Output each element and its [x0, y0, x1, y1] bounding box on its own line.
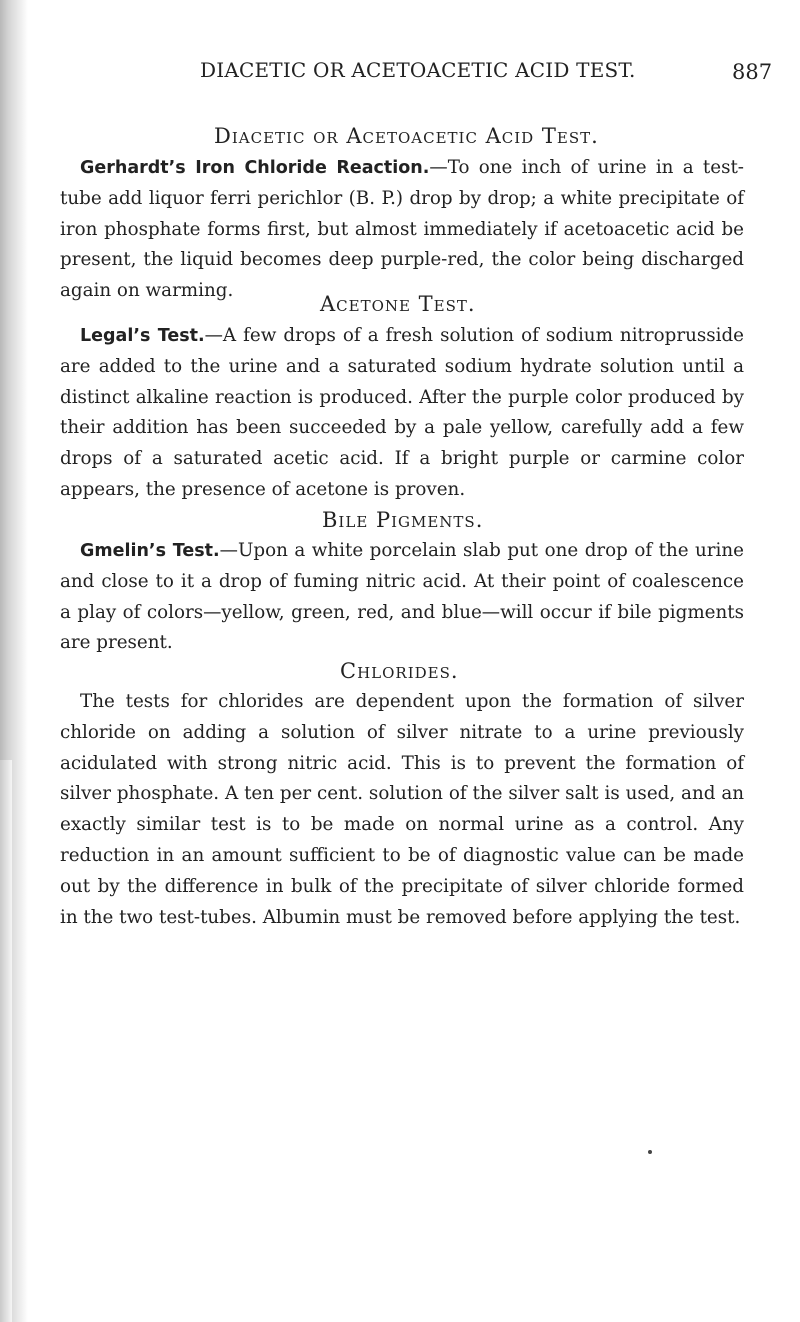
section-title-chlorides: Chlorides.	[340, 659, 459, 683]
paragraph-gmelin-text: —Upon a white porcelain slab put one drop of the urine and close to it a drop of fuming nitric acid. At their point of coalescence a play of colors—yellow, green, red, and blue—will occur if bile pigments are present.	[60, 540, 744, 654]
paragraph-chlorides: The tests for chlorides are dependent upon the formation of silver chloride on adding a solution of silver nitrate to a urine previously acidulated with strong nitric acid. This is to prevent the formation of silver phosphate. A ten per cent. solution of the silver salt is used, and an exactly similar test is to be made on normal urine as a control. Any reduction in an amount sufficient to be of diagnostic value can be made out by the difference in bulk of the precipitate of silver chloride formed in the two test-tubes. Albumin must be removed before applying the test.	[60, 691, 744, 928]
run-in-heading-legal: Legal’s Test.	[80, 326, 205, 346]
section-title-bile: Bile Pigments.	[322, 508, 484, 532]
paper-speck	[648, 1150, 652, 1154]
section-title-diacetic: Diacetic or Acetoacetic Acid Test.	[214, 124, 599, 148]
page-number: 887	[732, 60, 773, 84]
run-in-heading-gmelin: Gmelin’s Test.	[80, 541, 220, 561]
paragraph-legal-text: —A few drops of a fresh solution of sodium nitroprusside are added to the urine and a saturated sodium hydrate solution until a distinct alkaline reaction is produced. After the purple color produced by their addition has been succeeded by a pale yellow, carefully add a few drops of a saturated acetic acid. If a bright purple or carmine color appears, the presence of acetone is proven.	[60, 325, 744, 500]
paragraph-gmelin	[60, 536, 744, 659]
paragraph-gerhardt	[60, 153, 744, 307]
paragraph-gerhardt-text: —To one inch of urine in a test-tube add liquor ferri perichlor (B. P.) drop by drop; a white precipitate of iron phosphate forms first, but almost immediately if acetoacetic acid be present, the liquid becomes deep purple-red, the color being discharged again on warming.	[60, 157, 744, 302]
section-title-acetone: Acetone Test.	[320, 292, 476, 316]
paragraph-legal	[60, 321, 744, 506]
run-in-heading-gerhardt: Gerhardt’s Iron Chloride Reaction.	[80, 158, 430, 178]
page-edge-shadow	[0, 760, 12, 1322]
running-head: DIACETIC OR ACETOACETIC ACID TEST.	[200, 58, 636, 82]
